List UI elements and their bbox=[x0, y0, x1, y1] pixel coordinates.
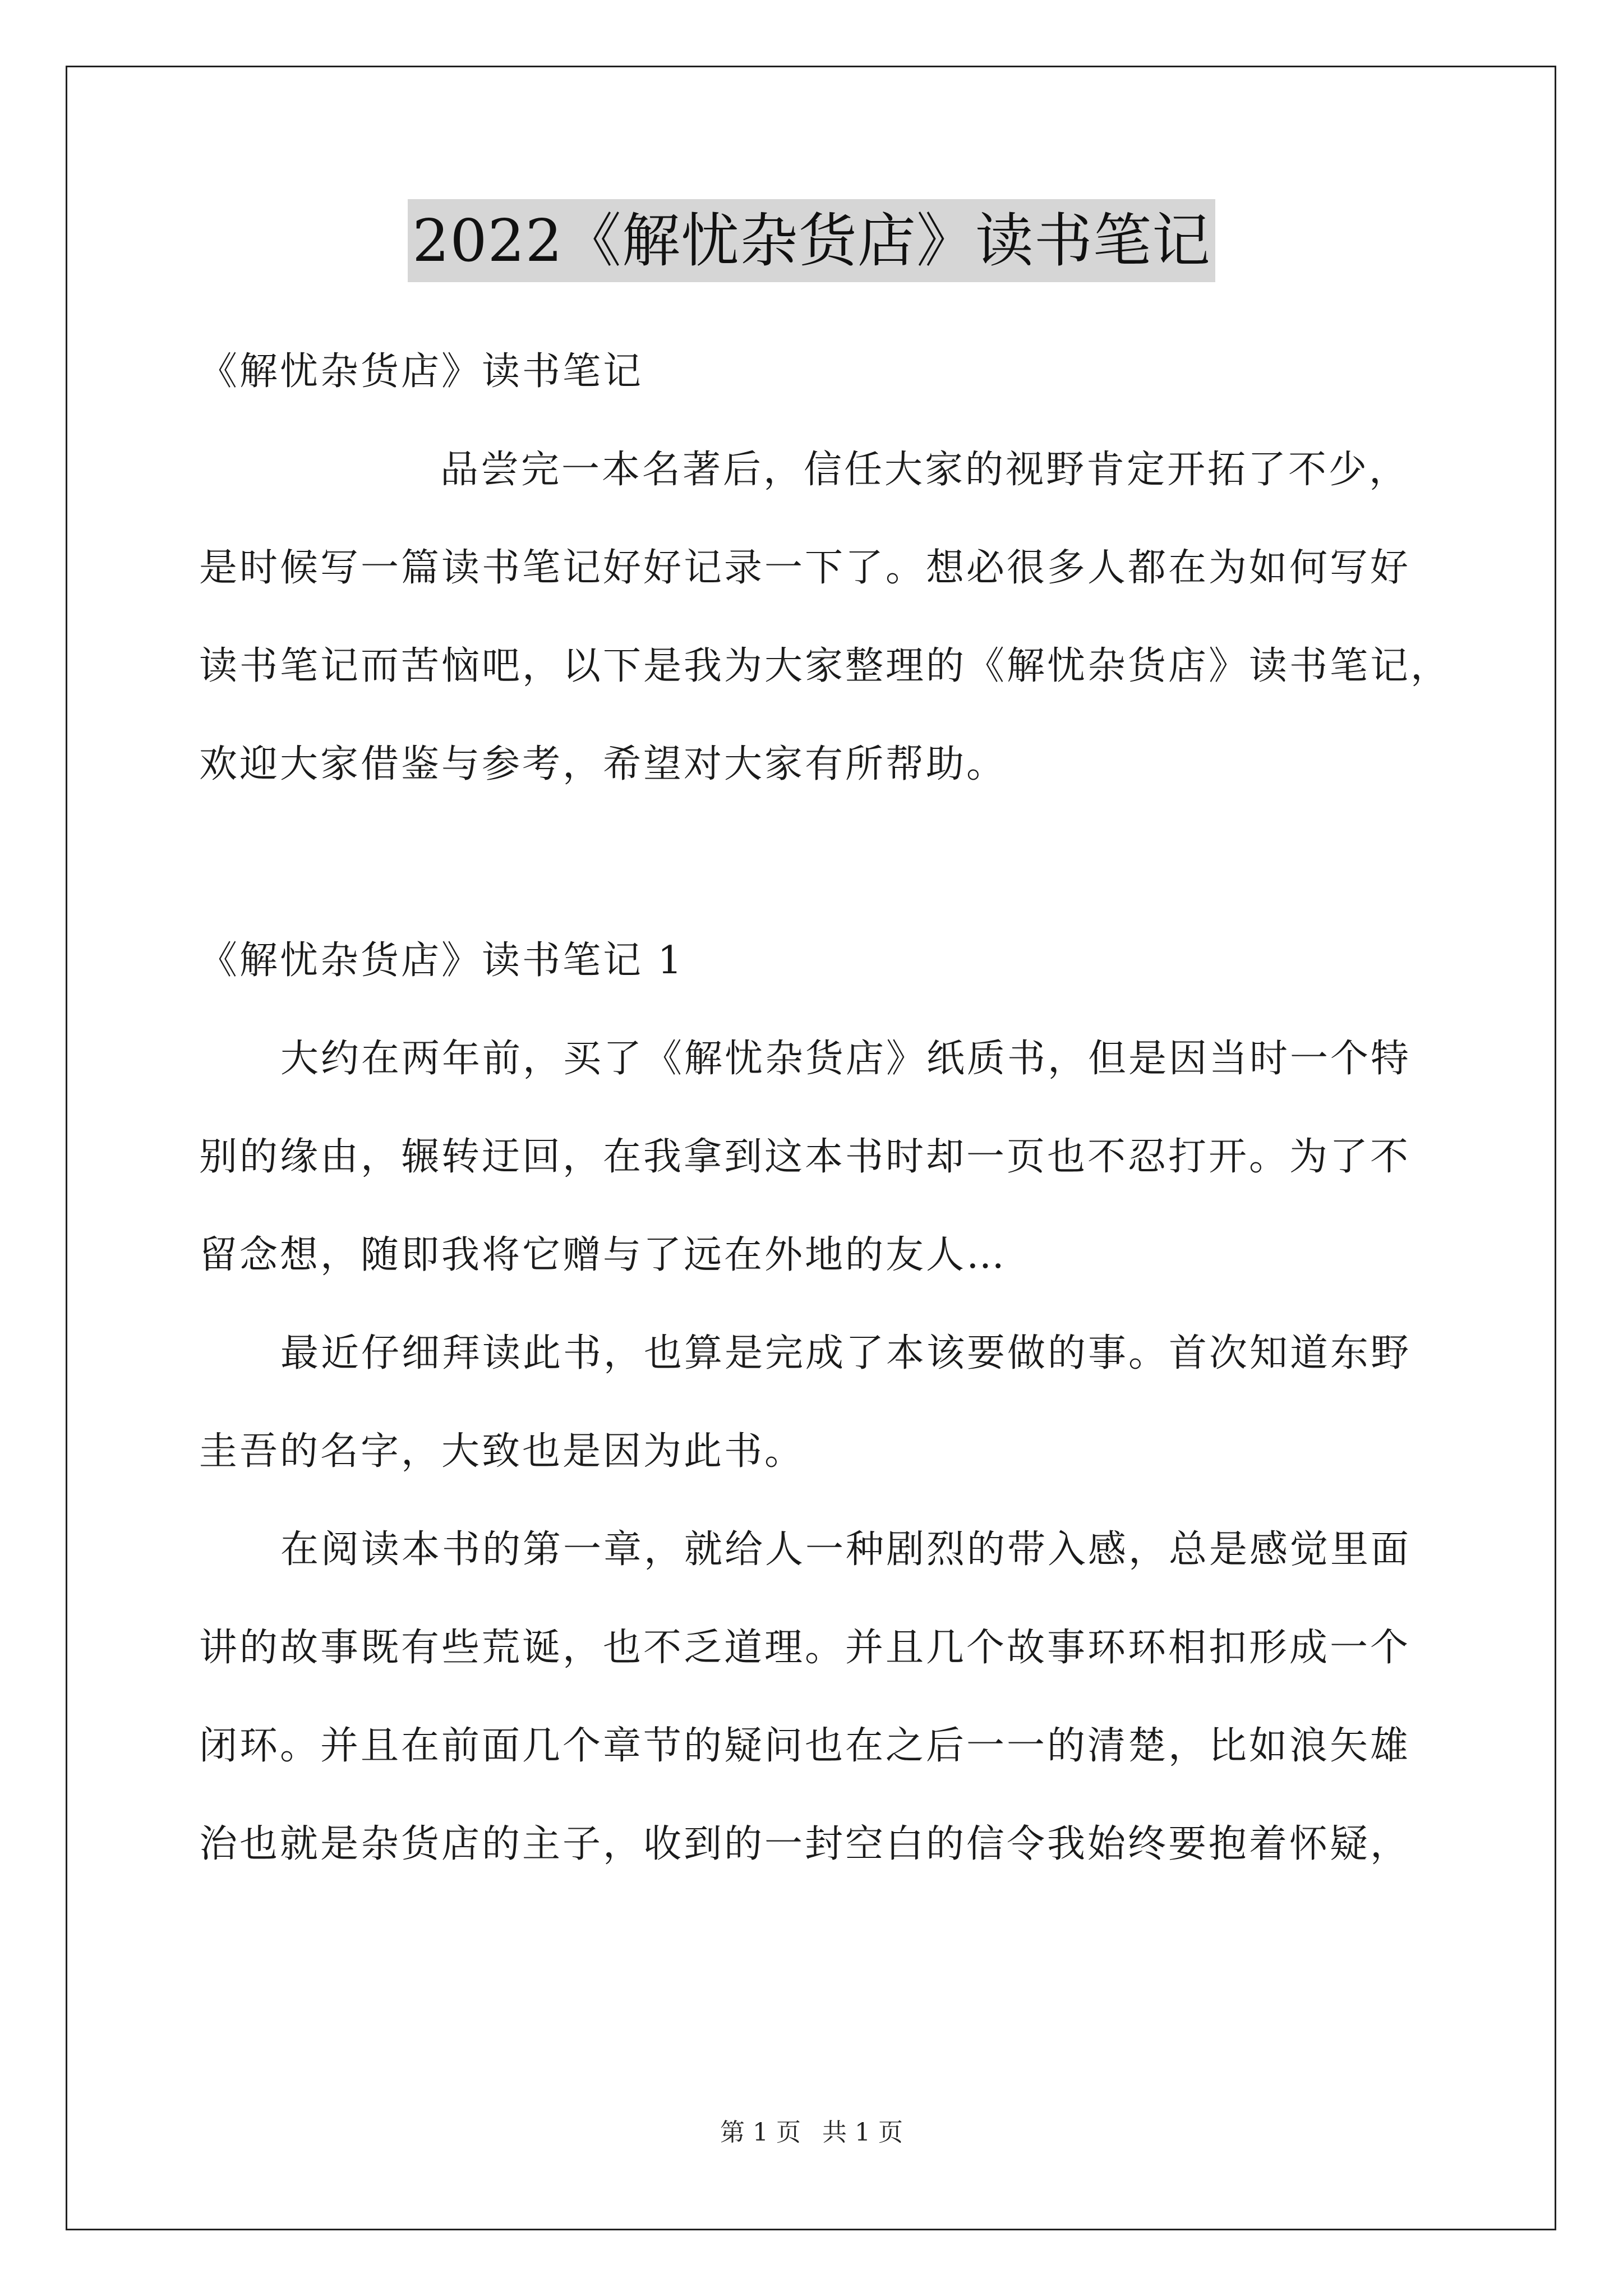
page-footer bbox=[0, 2116, 1623, 2150]
paragraph-line: 最近仔细拜读此书，也算是完成了本该要做的事。首次知道东野 bbox=[280, 1331, 1412, 1375]
document-body bbox=[199, 323, 1451, 1893]
paragraph-line: 讲的故事既有些荒诞，也不乏道理。并且几个故事环环相扣形成一个 bbox=[199, 1626, 1411, 1670]
paragraph-line: 别的缘由，辗转迂回，在我拿到这本书时却一页也不忍打开。为了不 bbox=[199, 1135, 1411, 1179]
intro-line: 欢迎大家借鉴与参考，希望对大家有所帮助。 bbox=[199, 742, 1007, 786]
paragraph-line: 治也就是杂货店的主子，收到的一封空白的信令我始终要抱着怀疑， bbox=[199, 1822, 1411, 1866]
page-number: 第 1 页 bbox=[720, 2118, 801, 2147]
blank-line bbox=[199, 813, 1433, 912]
intro-line: 读书笔记而苦恼吧，以下是我为大家整理的《解忧杂货店》读书笔记， bbox=[199, 644, 1451, 688]
intro-line: 是时候写一篇读书笔记好好记录一下了。想必很多人都在为如何写好 bbox=[199, 546, 1411, 590]
page-total: 共 1 页 bbox=[822, 2118, 903, 2147]
title-container bbox=[0, 199, 1623, 282]
paragraph-line: 大约在两年前，买了《解忧杂货店》纸质书，但是因当时一个特 bbox=[280, 1037, 1412, 1081]
intro-line: 品尝完一本名著后，信任大家的视野肯定开拓了不少， bbox=[440, 448, 1410, 492]
paragraph-line: 闭环。并且在前面几个章节的疑问也在之后一一的清楚，比如浪矢雄 bbox=[199, 1724, 1411, 1768]
paragraph-line: 留念想，随即我将它赠与了远在外地的友人… bbox=[199, 1233, 1007, 1277]
section-heading: 《解忧杂货店》读书笔记 1 bbox=[199, 938, 684, 983]
paragraph-line: 在阅读本书的第一章，就给人一种剧烈的带入感，总是感觉里面 bbox=[280, 1527, 1412, 1572]
document-title: 2022《解忧杂货店》读书笔记 bbox=[408, 199, 1215, 282]
paragraph-line: 圭吾的名字，大致也是因为此书。 bbox=[199, 1429, 805, 1474]
subtitle: 《解忧杂货店》读书笔记 bbox=[199, 349, 644, 394]
